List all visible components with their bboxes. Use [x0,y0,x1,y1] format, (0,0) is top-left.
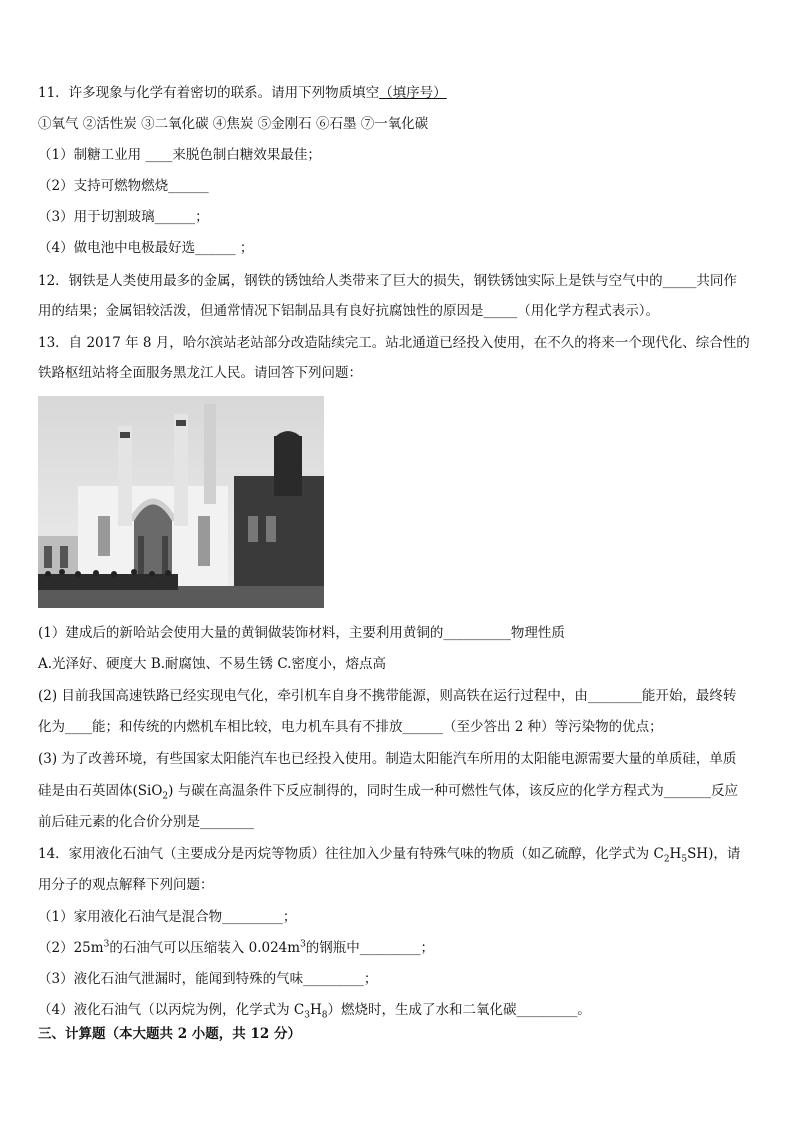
q14-part2-sup1: 3 [103,939,110,950]
q13-part2-line1: (2) 目前我国高速铁路已经实现电气化，牵引机车自身不携带能源，则高铁在运行过程中，由________能开始，最终转 [38,688,737,704]
q14-part4 [38,1001,758,1019]
q11-stem-tail: （填序号） [379,85,447,101]
q14-part2-sup2: 3 [300,939,306,950]
q13-line2: 铁路枢纽站将全面服务黑龙江人民。请回答下列问题： [38,365,362,381]
q14-line1-c: SH)，请 [687,846,741,862]
q14-line1-sub1: 2 [663,854,670,865]
q14-part2-b: 的石油气可以压缩装入 0.024m [109,940,301,956]
q11-part1: （1）制糖工业用 ____来脱色制白糖效果最佳； [38,147,321,163]
q14-line1-sub2: 5 [681,854,688,865]
q14-part1: （1）家用液化石油气是混合物_________； [38,909,297,925]
q13-part3-line2 [38,782,758,800]
q11-part3: （3）用于切割玻璃______； [38,209,209,225]
q11-options: ①氧气 ②活性炭 ③二氧化碳 ④焦炭 ⑤金刚石 ⑥石墨 ⑦一氧化碳 [38,116,429,132]
q14-part4-sub2: 8 [321,1010,328,1021]
q13-part1-options: A.光泽好、硬度大 B.耐腐蚀、不易生锈 C.密度小，熔点高 [38,656,386,672]
q12-line1: 12．钢铁是人类使用最多的金属，钢铁的锈蚀给人类带来了巨大的损失，钢铁锈蚀实际上是铁与空气中的_____共同作 [38,273,737,289]
q14-part4-c: ）燃烧时，生成了水和二氧化碳_________。 [327,1002,591,1018]
q13-part3-sub: 2 [162,791,169,802]
q11-stem-text: 11．许多现象与化学有着密切的联系。请用下列物质填空 [38,85,380,101]
q14-part4-b: H [309,1002,322,1018]
q14-line1-b: H [669,846,682,862]
q14-part2-a: （2）25m [38,940,104,956]
q14-part2-c: 的钢瓶中_________； [305,940,435,956]
q14-line1-a: 14．家用液化石油气（主要成分是丙烷等物质）往往加入少量有特殊气味的物质（如乙硫醇，化学式为 C [38,846,664,862]
q11-part2: （2）支持可燃物燃烧______ [38,178,209,194]
q13-part3-line3: 前后硅元素的化合价分别是________ [38,814,254,830]
q14-line2: 用分子的观点解释下列问题： [38,877,214,893]
q13-part3-line1: (3) 为了改善环境，有些国家太阳能汽车也已经投入使用。制造太阳能汽车所用的太阳能电源需要大量的单质硅，单质 [38,751,737,767]
harbin-station-photo [38,396,324,608]
q14-part4-a: （4）液化石油气（以丙烷为例，化学式为 C [38,1002,305,1018]
q11-part4: （4）做电池中电极最好选______ ； [38,240,254,256]
q14-part4-sub1: 3 [304,1010,310,1021]
q13-part3-line2-b: ) 与碳在高温条件下反应制得的，同时生成一种可燃性气体，该反应的化学方程式为_______反应 [168,783,738,799]
section-3-heading: 三、计算题（本大题共 2 小题，共 12 分） [38,1026,301,1042]
q14-part3: （3）液化石油气泄漏时，能闻到特殊的气味_________； [38,971,378,987]
q13-part3-line2-a: 硅是由石英固体(SiO [38,783,163,799]
q13-part1: (1）建成后的新哈站会使用大量的黄铜做装饰材料，主要利用黄铜的__________物理性质 [38,625,565,641]
q12-line2: 用的结果；金属铝较活泼，但通常情况下铝制品具有良好抗腐蚀性的原因是_____（用化学方程式表示）。 [38,303,659,319]
q11-stem [38,84,758,102]
q13-line1: 13．自 2017 年 8 月，哈尔滨站老站部分改造陆续完工。站北通道已经投入使用，在不久的将来一个现代化、综合性的 [38,335,750,351]
q14-line1 [38,845,758,863]
q14-part2 [38,939,758,957]
q13-part2-line2: 化为____能；和传统的内燃机车相比较，电力机车具有不排放______（至少答出 2 种）等污染物的优点； [38,719,663,735]
